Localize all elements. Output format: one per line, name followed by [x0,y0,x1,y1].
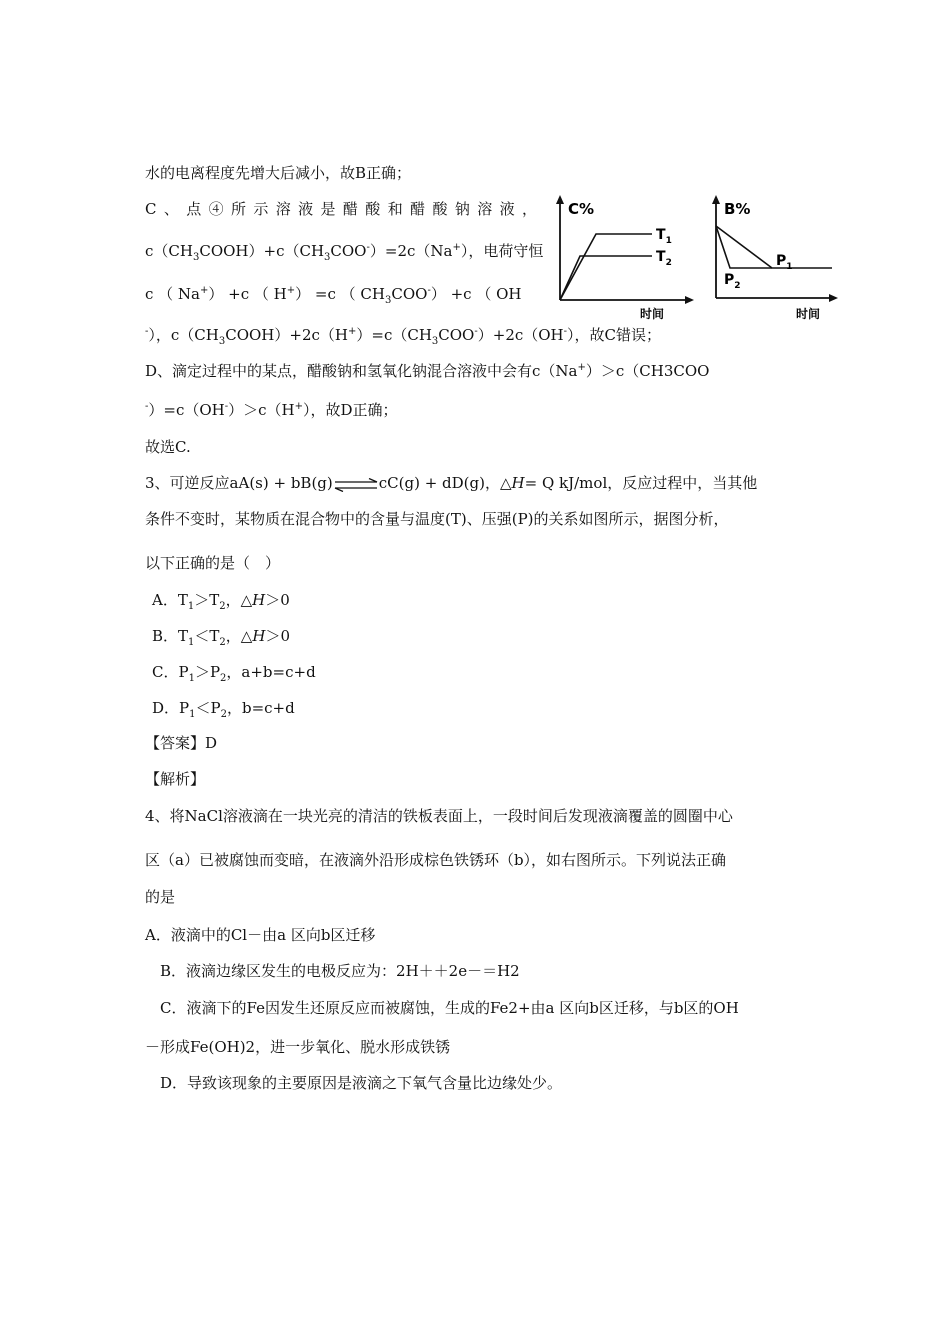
option-d: D．导致该现象的主要原因是液滴之下氧气含量比边缘处少。 [160,1074,563,1092]
text-line: 水的电离程度先增大后减小，故B正确； [145,164,412,182]
text-line: $c(CH_3COOH)+c(CH_3COO^-)=2c(Na^+)$，电荷守恒 [145,242,544,263]
text-line: 以下正确的是（ ） [145,554,281,572]
y-axis [712,195,720,298]
x-axis [560,296,694,304]
question-4: 4、将NaCl溶液滴在一块光亮的清洁的铁板表面上，一段时间后发现液滴覆盖的圆圈中心 [145,807,733,825]
x-axis [716,294,838,302]
question-3: 3、可逆反应aA(s) + bB(g) cC(g) + dD(g)，△H= Q kJ/mol，反应过程中，当其他 [145,474,758,492]
text-line: -），$c(CH_3COOH)+2c(H^+)=c(CH_3COO^-)+2c(OH^-)$，故C错误； [145,326,662,347]
x-axis-label: 时间 [796,307,821,321]
curve-t2 [560,256,652,300]
option-c: C．$P_1>P_2$，a+b=c+d [152,663,316,684]
option-a: A．$T_1>T_2$，△H＞0 [152,591,290,612]
option-c: C．液滴下的Fe因发生还原反应而被腐蚀，生成的Fe2+由a 区向b区迁移，与b区的OH [160,999,739,1017]
option-a: A．液滴中的Cl－由a 区向b区迁移 [145,926,376,944]
y-axis-label: C% [568,200,595,218]
curve-t1 [560,234,652,300]
equilibrium-arrow-icon [333,477,379,491]
text-line: D、滴定过程中的某点，醋酸钠和氢氧化钠混合溶液中会有c（Na+）＞c（CH3COO [145,362,710,380]
option-b: B．$T_1<T_2$，△H＞0 [152,627,290,648]
text-line: c （ Na+） +c （ H+） =c （ $CH_3COO^-) +c$ （ OH [145,285,522,306]
text-line: 条件不变时，某物质在混合物中的含量与温度(T)、压强(P)的关系如图所示，据图分析， [145,510,729,528]
y-axis [556,195,564,300]
analysis-label: 【解析】 [145,770,206,788]
y-axis-label: B% [724,200,751,218]
graph-c-percent [548,192,698,322]
text-line: C、点④所示溶液是醋酸和醋酸钠溶液， [145,200,537,218]
option-b: B．液滴边缘区发生的电极反应为：2H＋＋2e－＝H2 [160,962,520,980]
graph-b-percent [706,192,844,322]
text-line: -）=c（OH-）＞c（H+），故D正确； [145,401,398,419]
answer-label: 【答案】D [145,734,218,752]
label-t1: $T_1$ [656,227,672,246]
label-p2: $P_2$ [724,272,741,291]
text-line: 故选C. [145,438,191,456]
text-line: 的是 [145,888,176,906]
text-line: －形成Fe(OH)2，进一步氧化、脱水形成铁锈 [145,1038,451,1056]
option-d: D．$P_1<P_2$，b=c+d [152,699,295,720]
curve-p1 [716,226,832,268]
x-axis-label: 时间 [640,307,665,321]
text-line: 区（a）已被腐蚀而变暗，在液滴外沿形成棕色铁锈环（b），如右图所示。下列说法正确 [145,851,727,869]
label-t2: $T_2$ [656,249,672,268]
label-p1: $P_1$ [776,253,793,272]
